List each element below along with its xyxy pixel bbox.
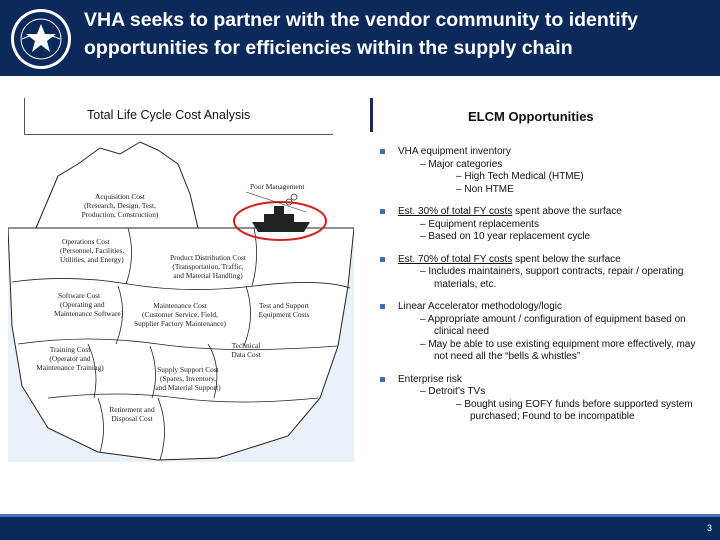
sub-sub-bullet-text: High Tech Medical (HTME) xyxy=(464,171,584,182)
footer-accent-line xyxy=(0,514,720,517)
bullet-text xyxy=(398,206,710,219)
left-heading-box xyxy=(24,98,333,135)
label-maintenance: Maintenance Cost xyxy=(153,301,207,310)
label-software-2: (Operating and xyxy=(60,300,105,309)
label-operations-3: Utilities, and Energy) xyxy=(60,255,124,264)
label-retirement-2: Disposal Cost xyxy=(111,414,153,423)
bullet-below-surface xyxy=(380,254,710,292)
label-acquisition-2: (Research, Design, Test, xyxy=(84,201,156,210)
label-training: Training Cost xyxy=(49,345,91,354)
label-technical-data: Technical xyxy=(231,341,261,350)
bullet-text: Enterprise risk xyxy=(398,373,462,385)
sub-bullet: – Detroit’s TVs xyxy=(420,386,486,397)
label-software-3: Maintenance Software) xyxy=(54,309,124,318)
sub-bullet-text: Based on 10 year replacement cycle xyxy=(428,231,591,242)
bullet-marker xyxy=(380,149,385,154)
label-product-distribution-2: (Transportation, Traffic, xyxy=(172,262,244,271)
sub-sub-bullet-text: Bought using EOFY funds before supported system purchased; Found to be incompatible xyxy=(464,398,693,422)
bullet-text-underlined: Est. 70% of total FY costs xyxy=(398,253,513,265)
label-operations: Operations Cost xyxy=(62,237,110,246)
bullet-text xyxy=(398,254,710,267)
sub-sub-bullet: – Bought using EOFY funds before supported system purchased; Found to be incompatible xyxy=(456,398,693,422)
label-retirement: Retirement and xyxy=(109,405,155,414)
elcm-opportunities-list xyxy=(380,146,710,434)
slide-title: VHA seeks to partner with the vendor community to identify opportunities for efficiencies within the supply chain xyxy=(84,9,639,59)
bullet-inventory xyxy=(380,146,710,196)
bullet-above-surface xyxy=(380,206,710,244)
right-heading: ELCM Opportunities xyxy=(468,109,594,124)
va-seal-icon xyxy=(10,8,72,70)
label-supply-support: Supply Support Cost xyxy=(157,365,219,374)
bullet-text: Linear Accelerator methodology/logic xyxy=(398,301,562,312)
label-maintenance-2: (Customer Service, Field, xyxy=(142,310,218,319)
bullet-marker xyxy=(380,209,385,214)
label-supply-support-3: and Material Support) xyxy=(155,383,221,392)
label-supply-support-2: (Spares, Inventory, xyxy=(160,374,216,383)
bullet-marker xyxy=(380,257,385,262)
sub-bullet-text: Major categories xyxy=(428,158,503,170)
bullet-enterprise-risk xyxy=(380,374,710,424)
sub-bullet-text: Appropriate amount / configuration of equipment based on clinical need xyxy=(427,313,686,337)
sub-bullet: – Based on 10 year replacement cycle xyxy=(420,231,591,242)
bullet-marker xyxy=(380,304,385,309)
iceberg-diagram xyxy=(8,136,354,462)
label-test-support: Test and Support xyxy=(259,301,309,310)
sub-bullet-text: Includes maintainers, support contracts, repair / operating materials, etc. xyxy=(428,266,684,290)
sub-bullet: – Major categories xyxy=(420,158,503,170)
label-acquisition-3: Production, Construction) xyxy=(81,210,159,219)
ship-icon xyxy=(252,194,310,232)
label-operations-2: (Personnel, Facilities, xyxy=(60,246,125,255)
label-product-distribution-3: and Material Handling) xyxy=(173,271,243,280)
label-maintenance-3: Supplier Factory Maintenance) xyxy=(134,319,226,328)
bullet-text-rest: spent below the surface xyxy=(512,253,621,265)
left-heading: Total Life Cycle Cost Analysis xyxy=(87,108,251,122)
label-training-3: Maintenance Training) xyxy=(36,363,104,372)
label-training-2: (Operator and xyxy=(49,354,91,363)
label-technical-data-2: Data Cost xyxy=(231,350,261,359)
sub-sub-bullet: – Non HTME xyxy=(456,183,514,195)
bullet-text-underlined: Est. 30% of total FY costs xyxy=(398,206,513,217)
slide-footer xyxy=(0,514,720,540)
sub-bullet-text: Detroit’s TVs xyxy=(428,386,486,397)
sub-bullet: – Appropriate amount / configuration of equipment based on clinical need xyxy=(420,313,686,337)
sub-bullet-text: May be able to use existing equipment more effectively, may not need all the “bells & whistles” xyxy=(428,338,696,362)
bullet-text: VHA equipment inventory xyxy=(398,146,511,157)
sub-sub-bullet: – High Tech Medical (HTME) xyxy=(456,171,584,182)
sub-bullet: – May be able to use existing equipment more effectively, may not need all the “bells & whistles” xyxy=(420,338,696,362)
label-test-support-2: Equipment Costs xyxy=(258,310,310,319)
bullet-marker xyxy=(380,377,385,382)
sub-bullet: – Includes maintainers, support contracts, repair / operating materials, etc. xyxy=(420,266,684,290)
slide-header xyxy=(0,0,720,76)
label-poor-management: Poor Management xyxy=(250,182,305,191)
sub-sub-bullet-text: Non HTME xyxy=(464,183,514,195)
bullet-linear-accelerator xyxy=(380,301,710,364)
heading-divider xyxy=(370,98,373,132)
bullet-text-rest: spent above the surface xyxy=(512,206,622,217)
label-software: Software Cost xyxy=(58,291,101,300)
sub-bullet: – Equipment replacements xyxy=(420,218,539,230)
label-product-distribution: Product Distribution Cost xyxy=(170,253,246,262)
page-number: 3 xyxy=(706,523,712,533)
label-acquisition: Acquisition Cost xyxy=(95,192,145,201)
sub-bullet-text: Equipment replacements xyxy=(428,218,539,230)
